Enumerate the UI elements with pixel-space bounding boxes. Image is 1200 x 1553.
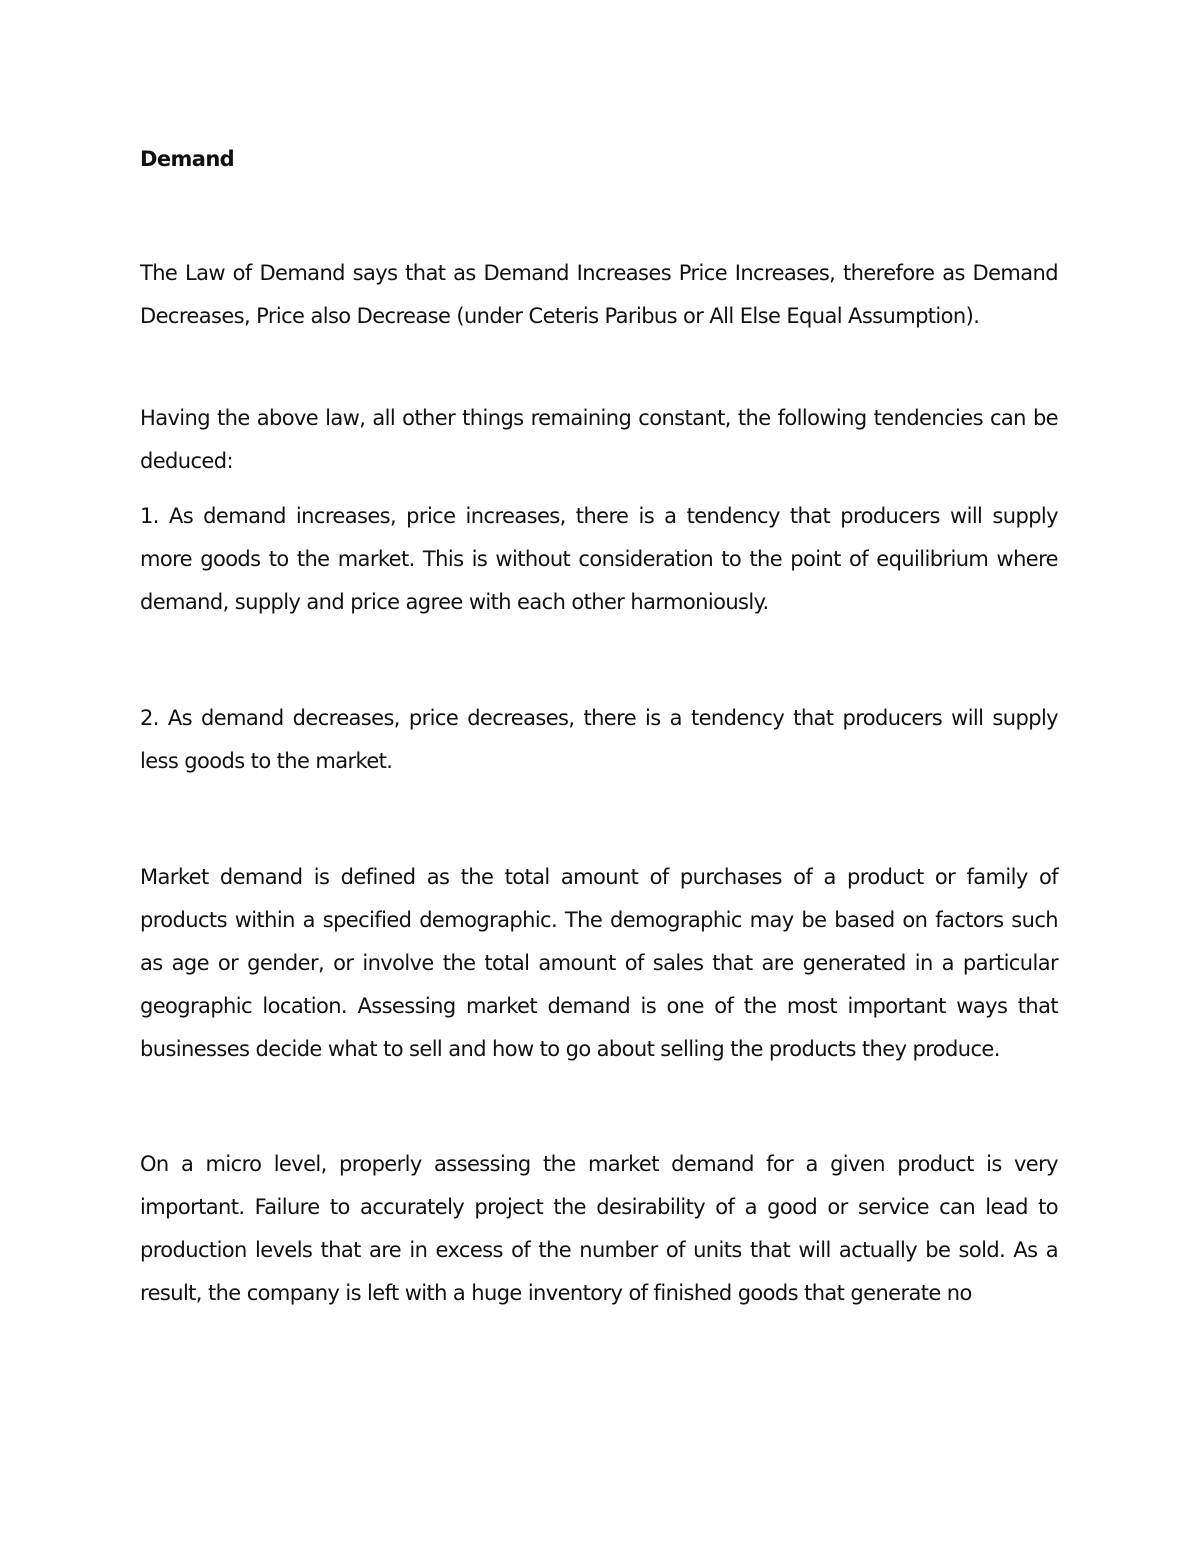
- paragraph-tendencies-intro: Having the above law, all other things remaining constant, the following tendencies can be deduced:: [140, 406, 1058, 473]
- document-title: Demand: [140, 147, 235, 171]
- paragraph-market-demand: Market demand is defined as the total amount of purchases of a product or family of products within a specified demographic. The demographic may be based on factors such as age or gender, or involve the total amount of sales that are generated in a particular geographic location. Assessing market demand is one of the most important ways that businesses decide what to sell and how to go about selling the products they produce.: [140, 865, 1058, 1061]
- document-body: [140, 138, 1058, 1315]
- paragraph-tendency-2: 2. As demand decreases, price decreases, there is a tendency that producers will supply less goods to the market.: [140, 706, 1058, 773]
- paragraph-micro-level: On a micro level, properly assessing the market demand for a given product is very important. Failure to accurately project the desirability of a good or service can lead to production levels that are in excess of the number of units that will actually be sold. As a result, the company is left with a huge inventory of finished goods that generate no: [140, 1152, 1058, 1305]
- paragraph-tendency-1: 1. As demand increases, price increases, there is a tendency that producers will supply more goods to the market. This is without consideration to the point of equilibrium where demand, supply and price agree with each other harmoniously.: [140, 504, 1058, 614]
- paragraph-law-of-demand: The Law of Demand says that as Demand Increases Price Increases, therefore as Demand Decreases, Price also Decrease (under Ceteris Paribus or All Else Equal Assumption).: [140, 261, 1058, 328]
